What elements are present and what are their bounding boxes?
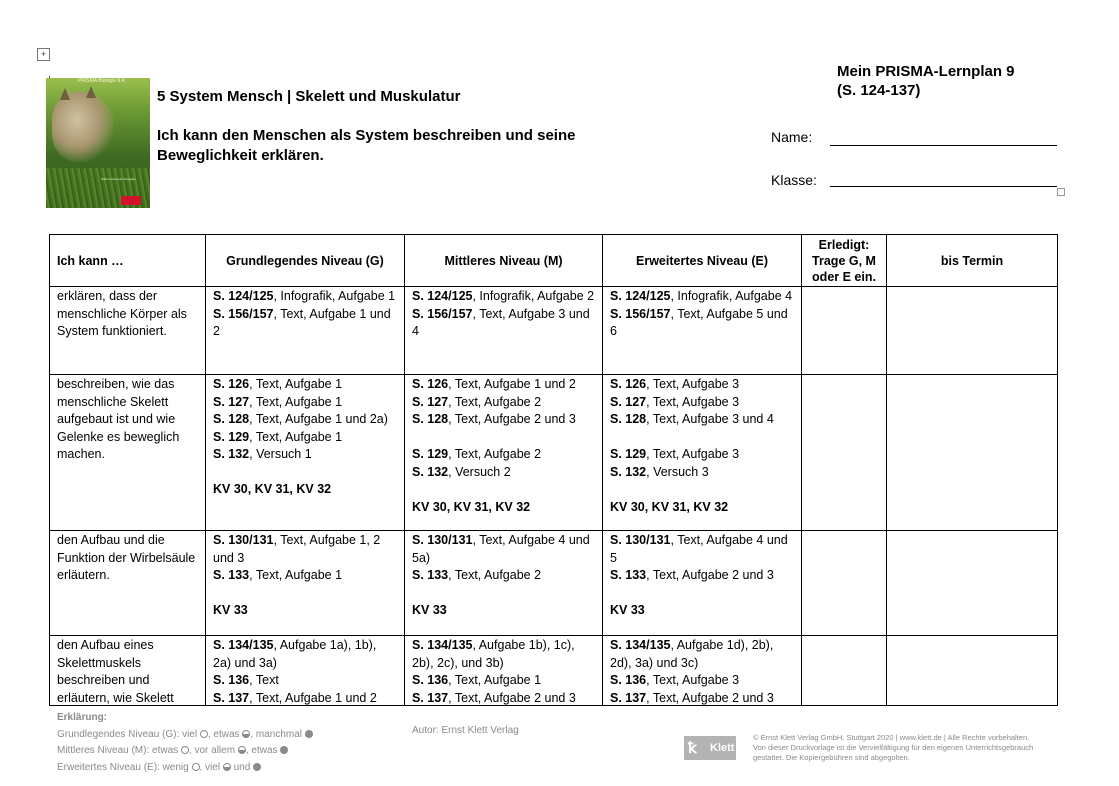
due-date-cell[interactable] — [887, 531, 1058, 636]
half-circle-icon — [223, 763, 231, 771]
skill-text: den Aufbau und die Funktion der Wirbelsäule erläutern. — [57, 533, 196, 582]
task-description: , Text, Aufgabe 3 und 4 — [646, 412, 774, 426]
task-line — [412, 394, 595, 412]
task-line — [610, 411, 794, 429]
task-page-ref: KV 30, KV 31, KV 32 — [213, 482, 332, 496]
task-description: , Text — [249, 673, 279, 687]
resize-handle[interactable] — [1057, 188, 1065, 196]
task-page-ref: S. 130/131 — [610, 533, 671, 547]
skill-cell — [50, 287, 206, 375]
task-description: , Text, Aufgabe 2 und 3 — [448, 412, 576, 426]
task-page-ref: S. 136 — [412, 673, 449, 687]
task-description: , Text, Aufgabe 1 — [249, 377, 343, 391]
skill-cell — [50, 531, 206, 636]
task-page-ref: S. 137 — [610, 690, 647, 705]
task-line — [610, 499, 794, 517]
task-cell-e — [603, 287, 802, 375]
task-page-ref: S. 129 — [412, 447, 449, 461]
task-page-ref: KV 30, KV 31, KV 32 — [412, 499, 531, 514]
legend-e-text: , viel — [199, 761, 221, 773]
legend-g-text: , manchmal — [250, 728, 303, 740]
full-circle-icon — [280, 746, 288, 754]
task-line — [213, 464, 397, 482]
task-line — [213, 306, 397, 341]
empty-circle-icon — [192, 763, 200, 771]
task-cell-e — [603, 636, 802, 706]
task-line — [213, 376, 397, 394]
header-erweitert: Erweitertes Niveau (E) — [603, 235, 802, 287]
task-description: , Infografik, Aufgabe 1 — [273, 289, 396, 303]
task-page-ref: S. 156/157 — [412, 306, 473, 321]
task-line — [610, 532, 794, 567]
task-description: , Infografik, Aufgabe 2 — [472, 289, 595, 303]
task-page-ref: KV 33 — [213, 603, 248, 617]
task-page-ref: S. 156/157 — [610, 306, 671, 321]
task-description: , Text, Aufgabe 3 — [646, 673, 740, 687]
task-page-ref: S. 132 — [412, 464, 449, 479]
learning-plan-table — [49, 234, 1058, 706]
task-page-ref: S. 126 — [213, 377, 250, 391]
cover-lynx-image — [52, 92, 114, 162]
task-line — [412, 446, 595, 464]
done-cell[interactable] — [802, 636, 887, 706]
class-label: Klasse: — [771, 172, 817, 188]
name-field[interactable] — [830, 145, 1057, 146]
task-page-ref: S. 126 — [412, 377, 449, 391]
task-line — [412, 637, 595, 672]
task-page-ref: S. 126 — [610, 377, 647, 391]
legend-title: Erklärung: — [57, 712, 108, 723]
task-page-ref: S. 133 — [610, 568, 647, 582]
task-line — [412, 411, 595, 429]
task-description: , Aufgabe 1b), 1c), 2b), 2c), und 3b) — [412, 638, 575, 670]
task-line — [412, 481, 595, 499]
task-description: , Text, Aufgabe 2 — [448, 568, 542, 582]
task-description: , Text, Aufgabe 1 und 2 — [448, 377, 576, 391]
task-page-ref: S. 132 — [213, 447, 250, 461]
task-line — [412, 672, 595, 690]
task-page-ref: S. 134/135 — [213, 638, 274, 652]
task-cell-m — [405, 375, 603, 531]
task-line — [610, 446, 794, 464]
empty-circle-icon — [200, 730, 208, 738]
task-description: , Text, Aufgabe 1 — [249, 394, 343, 409]
copyright-line: gestattet. Die Kopiergebühren sind abgegolten. — [753, 753, 910, 762]
task-description: , Text, Aufgabe 1 und 2 — [249, 690, 377, 705]
task-description: , Text, Aufgabe 2 — [448, 394, 542, 409]
task-page-ref: S. 132 — [610, 464, 647, 479]
task-cell-g — [206, 636, 405, 706]
task-page-ref: S. 133 — [213, 568, 250, 582]
task-line — [610, 429, 794, 447]
task-line — [213, 446, 397, 464]
plan-title-line2: (S. 124-137) — [837, 82, 921, 99]
klett-logo-icon: ꝁ — [688, 740, 697, 757]
task-page-ref: S. 136 — [213, 673, 250, 687]
task-page-ref: S. 124/125 — [412, 289, 473, 303]
task-description: , Infografik, Aufgabe 4 — [670, 289, 793, 303]
due-date-cell[interactable] — [887, 375, 1058, 531]
table-row — [50, 287, 1058, 375]
task-description: , Text, Aufgabe 4 und 5 — [610, 533, 788, 565]
task-line — [610, 481, 794, 499]
task-line — [610, 394, 794, 412]
task-page-ref: S. 136 — [610, 673, 647, 687]
task-line — [610, 376, 794, 394]
task-line — [412, 376, 595, 394]
legend-e-text: Erweitertes Niveau (E): wenig — [57, 761, 189, 773]
klett-logo — [684, 736, 736, 760]
table-row — [50, 531, 1058, 636]
full-circle-icon — [253, 763, 261, 771]
plan-title — [837, 62, 1015, 100]
task-line — [213, 585, 397, 603]
task-line — [213, 690, 397, 706]
table-move-handle[interactable]: + — [37, 48, 50, 61]
task-page-ref: S. 127 — [412, 394, 449, 409]
task-description: , Versuch 3 — [646, 464, 709, 479]
task-page-ref: KV 30, KV 31, KV 32 — [610, 499, 729, 514]
cover-brand: PRISMA Biologie 9 A — [78, 78, 125, 84]
task-description: , Aufgabe 1d), 2b), 2d), 3a) und 3c) — [610, 638, 774, 670]
task-description: , Text, Aufgabe 2 und 3 — [448, 690, 576, 705]
task-line — [412, 690, 595, 706]
task-line — [610, 288, 794, 306]
task-page-ref: S. 127 — [610, 394, 647, 409]
empty-circle-icon — [181, 746, 189, 754]
task-page-ref: S. 130/131 — [412, 533, 473, 547]
author: Autor: Ernst Klett Verlag — [412, 725, 519, 736]
done-cell[interactable] — [802, 531, 887, 636]
task-line — [213, 411, 397, 429]
task-line — [412, 602, 595, 620]
task-page-ref: S. 128 — [213, 412, 250, 426]
task-line — [213, 532, 397, 567]
task-line — [412, 306, 595, 341]
task-line — [610, 602, 794, 620]
legend-m-text: Mittleres Niveau (M): etwas — [57, 745, 179, 756]
header-erledigt: Erledigt: Trage G, M oder E ein. — [802, 235, 887, 287]
task-description: , Text, Aufgabe 1 — [249, 429, 343, 444]
task-description: , Text, Aufgabe 4 und 5a) — [412, 533, 590, 565]
task-cell-m — [405, 636, 603, 706]
task-line — [412, 499, 595, 517]
task-page-ref: S. 124/125 — [610, 289, 671, 303]
klett-logo-text: Klett — [710, 742, 735, 754]
legend-e-text: und — [233, 761, 251, 773]
legend-m-text: , vor allem — [188, 745, 236, 756]
task-line — [610, 585, 794, 603]
skill-cell — [50, 375, 206, 531]
task-line — [610, 672, 794, 690]
task-page-ref: S. 137 — [213, 690, 250, 705]
task-description: , Text, Aufgabe 1, 2 und 3 — [213, 533, 381, 565]
due-date-cell[interactable] — [887, 287, 1058, 375]
legend-m — [57, 743, 313, 760]
legend-m-text: , etwas — [245, 745, 278, 756]
task-line — [610, 567, 794, 585]
skill-cell — [50, 636, 206, 706]
task-description: , Text, Aufgabe 2 — [448, 447, 542, 461]
task-line — [412, 585, 595, 603]
task-description: , Text, Aufgabe 1 — [249, 568, 343, 582]
task-page-ref: S. 156/157 — [213, 306, 274, 321]
done-cell[interactable] — [802, 287, 887, 375]
task-line — [213, 602, 397, 620]
task-page-ref: S. 137 — [412, 690, 449, 705]
task-page-ref: S. 130/131 — [213, 533, 274, 547]
legend-e — [57, 760, 313, 777]
task-description: , Text, Aufgabe 3 — [646, 447, 740, 461]
skill-text: erklären, dass der menschliche Körper als System funktioniert. — [57, 289, 187, 338]
task-description: , Versuch 2 — [448, 464, 511, 479]
task-line — [412, 532, 595, 567]
copyright-line: Von dieser Druckvorlage ist die Vervielfältigung für den eigenen Unterrichtsgebrauch — [753, 743, 1034, 752]
task-page-ref: S. 124/125 — [213, 289, 274, 303]
task-page-ref: S. 129 — [610, 447, 647, 461]
task-line — [213, 567, 397, 585]
task-line — [610, 637, 794, 672]
skill-text: den Aufbau eines Skelettmuskels beschreiben und erläutern, wie Skelett — [57, 638, 174, 705]
header-bis-termin: bis Termin — [887, 235, 1058, 287]
task-line — [213, 288, 397, 306]
learning-goal: Ich kann den Menschen als System beschreiben und seine Beweglichkeit erklären. — [157, 127, 576, 164]
task-page-ref: S. 134/135 — [412, 638, 473, 652]
task-line — [610, 464, 794, 482]
class-field[interactable] — [830, 186, 1057, 187]
legend — [57, 710, 313, 776]
header-grundlegend: Grundlegendes Niveau (G) — [206, 235, 405, 287]
task-line — [412, 429, 595, 447]
task-page-ref: S. 128 — [610, 412, 647, 426]
skill-text: beschreiben, wie das menschliche Skelett aufgebaut ist und wie Gelenke es beweglich machen. — [57, 377, 180, 461]
table-row — [50, 375, 1058, 531]
task-description: , Text, Aufgabe 1 — [448, 673, 542, 687]
task-description: , Text, Aufgabe 1 und 2 — [213, 306, 391, 338]
due-date-cell[interactable] — [887, 636, 1058, 706]
task-page-ref: S. 128 — [412, 412, 449, 426]
task-description: , Text, Aufgabe 3 — [646, 394, 740, 409]
half-circle-icon — [238, 746, 246, 754]
plan-title-line1: Mein PRISMA-Lernplan 9 — [837, 63, 1015, 80]
task-description: , Versuch 1 — [249, 447, 312, 461]
task-description: , Aufgabe 1a), 1b), 2a) und 3a) — [213, 638, 377, 670]
legend-g — [57, 727, 313, 744]
task-description: , Text, Aufgabe 3 und 4 — [412, 306, 590, 338]
task-page-ref: S. 129 — [213, 429, 250, 444]
copyright-line: © Ernst Klett Verlag GmbH, Stuttgart 2020 | www.klett.de | Alle Rechte vorbehalten. — [753, 733, 1030, 742]
task-cell-g — [206, 287, 405, 375]
task-page-ref: S. 127 — [213, 394, 250, 409]
task-line — [412, 464, 595, 482]
task-description: , Text, Aufgabe 2 und 3 — [646, 568, 774, 582]
task-line — [610, 306, 794, 341]
task-cell-g — [206, 375, 405, 531]
task-description: , Text, Aufgabe 1 und 2a) — [249, 412, 388, 426]
task-page-ref: KV 33 — [610, 603, 645, 617]
legend-g-text: , etwas — [207, 728, 240, 740]
legend-g-text: Grundlegendes Niveau (G): viel — [57, 728, 198, 740]
full-circle-icon — [305, 730, 313, 738]
header-ich-kann: Ich kann … — [50, 235, 206, 287]
task-line — [213, 637, 397, 672]
task-line — [213, 394, 397, 412]
chapter-title: 5 System Mensch | Skelett und Muskulatur — [157, 88, 461, 105]
task-description: , Text, Aufgabe 3 — [646, 377, 740, 391]
task-line — [610, 690, 794, 706]
copyright — [753, 733, 1058, 763]
task-line — [412, 567, 595, 585]
task-line — [213, 429, 397, 447]
task-cell-e — [603, 375, 802, 531]
header-mittel: Mittleres Niveau (M) — [405, 235, 603, 287]
cover-subtitle: Differenzierende Ausgabe — [101, 177, 136, 181]
table-header-row — [50, 235, 1058, 287]
cover-lynx-ear — [86, 86, 96, 98]
task-line — [412, 288, 595, 306]
task-description: , Text, Aufgabe 5 und 6 — [610, 306, 788, 338]
task-cell-m — [405, 531, 603, 636]
cover-klett-logo — [121, 196, 141, 205]
cover-lynx-ear — [60, 88, 70, 100]
name-label: Name: — [771, 129, 813, 145]
book-cover-image — [46, 78, 150, 208]
task-line — [213, 481, 397, 499]
table-row — [50, 636, 1058, 706]
task-description: , Text, Aufgabe 2 und 3 — [646, 690, 774, 705]
task-line — [213, 672, 397, 690]
task-cell-m — [405, 287, 603, 375]
task-page-ref: S. 133 — [412, 568, 449, 582]
task-cell-g — [206, 531, 405, 636]
task-page-ref: S. 134/135 — [610, 638, 671, 652]
task-cell-e — [603, 531, 802, 636]
task-page-ref: KV 33 — [412, 603, 447, 617]
done-cell[interactable] — [802, 375, 887, 531]
